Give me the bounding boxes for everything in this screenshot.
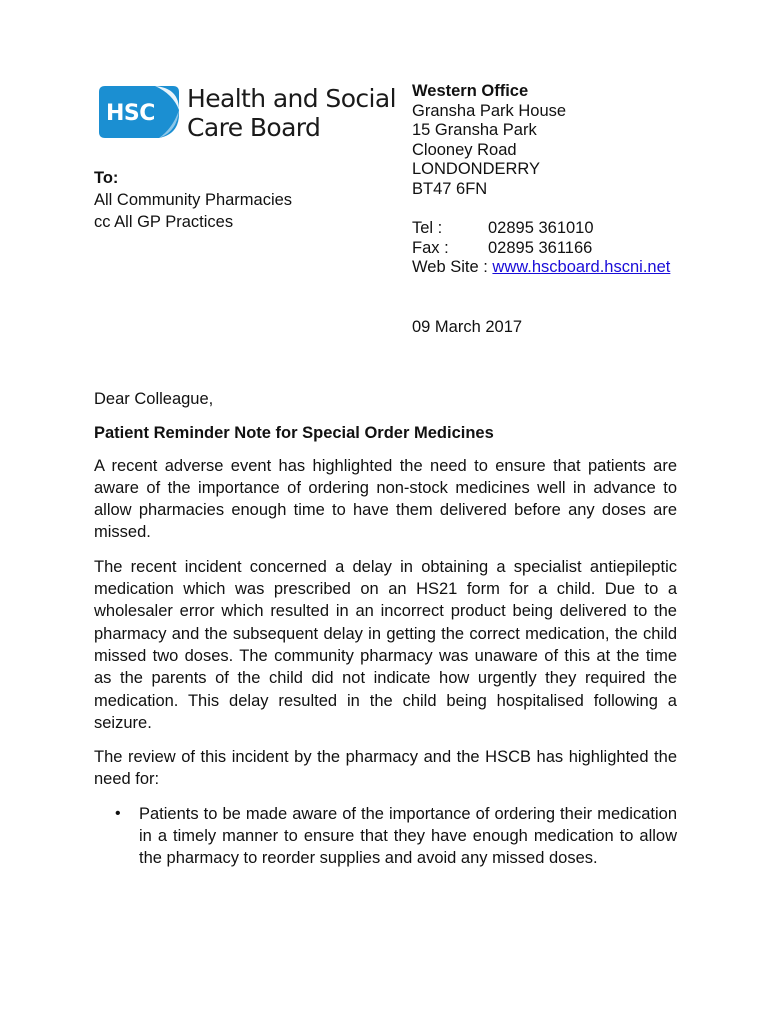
address-line: Clooney Road bbox=[412, 140, 517, 159]
hsc-badge-text: HSC bbox=[106, 101, 155, 126]
address-line: 15 Gransha Park bbox=[412, 121, 537, 140]
fax-value: 02895 361166 bbox=[488, 238, 593, 257]
bullet-icon: • bbox=[115, 804, 121, 822]
fax-row bbox=[412, 239, 742, 259]
office-address-block bbox=[412, 82, 742, 278]
logo-wordmark bbox=[187, 84, 396, 142]
list-item bbox=[94, 803, 677, 870]
hscb-logo bbox=[97, 84, 397, 140]
bullet-text: Patients to be made aware of the importance of ordering their medication in a timely manner to ensure that they have enough medication to allow the pharmacy to reorder supplies and avoid any missed doses. bbox=[139, 804, 677, 868]
letter-subject: Patient Reminder Note for Special Order Medicines bbox=[94, 424, 494, 443]
to-label: To: bbox=[94, 169, 119, 187]
address-line: Gransha Park House bbox=[412, 101, 567, 120]
letter-date: 09 March 2017 bbox=[412, 318, 523, 336]
logo-line2: Care Board bbox=[187, 113, 321, 142]
web-row bbox=[412, 258, 742, 278]
hsc-badge-icon bbox=[97, 84, 181, 140]
address-line: BT47 6FN bbox=[412, 179, 488, 198]
address-line: LONDONDERRY bbox=[412, 160, 541, 179]
web-label: Web Site : bbox=[412, 258, 488, 277]
tel-label: Tel : bbox=[412, 219, 443, 238]
recipient-block bbox=[94, 167, 292, 233]
body-paragraph: A recent adverse event has highlighted the need to ensure that patients are aware of the importance of ordering non-stock medicines well in advance to allow pharmacies enough time to have them delivered before any doses are missed. bbox=[94, 456, 677, 542]
tel-row bbox=[412, 219, 742, 239]
spacer bbox=[412, 200, 742, 220]
office-heading: Western Office bbox=[412, 82, 529, 100]
logo-line1: Health and Social bbox=[187, 84, 396, 113]
website-link[interactable]: www.hscboard.hscni.net bbox=[492, 258, 671, 277]
recipient-line1: All Community Pharmacies bbox=[94, 191, 293, 209]
recipient-line2: cc All GP Practices bbox=[94, 213, 234, 231]
body-paragraph: The recent incident concerned a delay in obtaining a specialist antiepileptic medication which was prescribed on an HS21 form for a child. Due to a wholesaler error which resulted in an incorrect product being delivered to the pharmacy and the subsequent delay in getting the correct medication, the child missed two doses. The community pharmacy was unaware of this at the time as the parents of the child did not indicate how urgently they required the medication. This delay resulted in the child being hospitalised following a seizure. bbox=[94, 557, 677, 732]
letter-body bbox=[94, 388, 677, 870]
fax-label: Fax : bbox=[412, 238, 449, 257]
salutation: Dear Colleague, bbox=[94, 390, 214, 408]
tel-value: 02895 361010 bbox=[488, 219, 594, 238]
bullet-list bbox=[94, 803, 677, 870]
body-paragraph: The review of this incident by the pharmacy and the HSCB has highlighted the need for: bbox=[94, 748, 677, 789]
